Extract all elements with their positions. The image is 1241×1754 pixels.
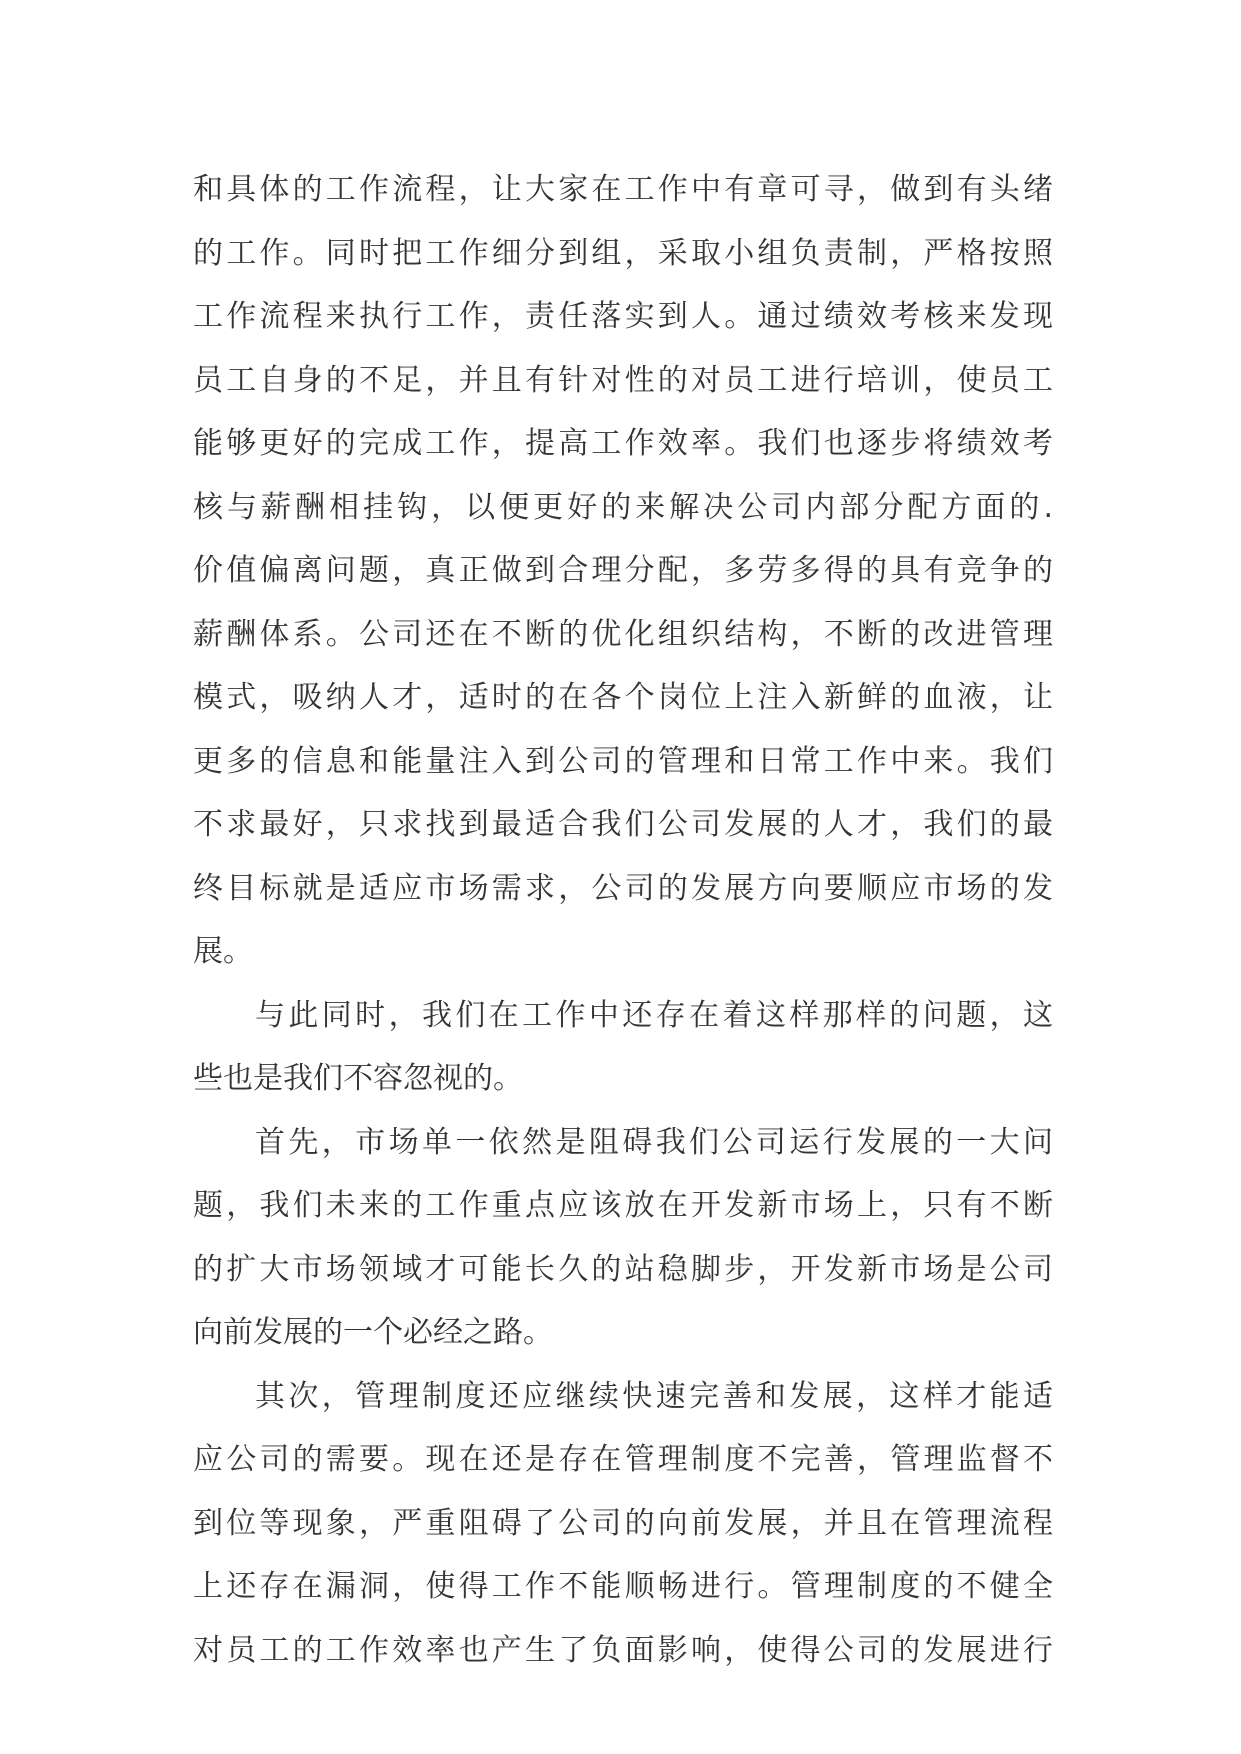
text-line: 能够更好的完成工作，提高工作效率。我们也逐步将绩效考 xyxy=(193,426,1053,461)
text-line: 对员工的工作效率也产生了负面影响，使得公司的发展进行 xyxy=(193,1632,1053,1668)
text-line: 薪酬体系。公司还在不断的优化组织结构，不断的改进管理 xyxy=(193,616,1053,652)
text-line: 其次，管理制度还应继续快速完善和发展，这样才能适 xyxy=(255,1378,1053,1414)
text-line: 上还存在漏洞，使得工作不能顺畅进行。管理制度的不健全 xyxy=(193,1569,1053,1604)
text-line: 些也是我们不容忽视的。 xyxy=(193,1061,523,1096)
text-line: 的扩大市场领域才可能长久的站稳脚步，开发新市场是公司 xyxy=(193,1251,1053,1287)
text-line: 题，我们未来的工作重点应该放在开发新市场上，只有不断 xyxy=(193,1188,1053,1223)
text-line: 与此同时，我们在工作中还存在着这样那样的问题，这 xyxy=(255,997,1053,1033)
text-line: 员工自身的不足，并且有针对性的对员工进行培训，使员工 xyxy=(193,362,1053,398)
text-line: 到位等现象，严重阻碍了公司的向前发展，并且在管理流程 xyxy=(193,1505,1053,1541)
text-line: 应公司的需要。现在还是存在管理制度不完善，管理监督不 xyxy=(193,1442,1053,1477)
text-line: 模式，吸纳人才，适时的在各个岗位上注入新鲜的血液，让 xyxy=(193,680,1053,715)
document-body xyxy=(193,158,1053,1682)
text-line: 展。 xyxy=(193,934,253,969)
text-line: 价值偏离问题，真正做到合理分配，多劳多得的具有竞争的 xyxy=(193,553,1053,588)
text-line: 终目标就是适应市场需求，公司的发展方向要顺应市场的发 xyxy=(193,870,1053,906)
text-line: 和具体的工作流程，让大家在工作中有章可寻，做到有头绪 xyxy=(193,172,1053,207)
text-line: 工作流程来执行工作，责任落实到人。通过绩效考核来发现 xyxy=(193,299,1053,334)
text-line: 首先，市场单一依然是阻碍我们公司运行发展的一大问 xyxy=(255,1124,1053,1160)
text-line: 更多的信息和能量注入到公司的管理和日常工作中来。我们 xyxy=(193,743,1053,779)
text-line: 核与薪酬相挂钩，以便更好的来解决公司内部分配方面的. xyxy=(193,489,1053,525)
text-line: 不求最好，只求找到最适合我们公司发展的人才，我们的最 xyxy=(193,807,1053,842)
text-line: 的工作。同时把工作细分到组，采取小组负责制，严格按照 xyxy=(193,235,1053,271)
text-line: 向前发展的一个必经之路。 xyxy=(193,1315,553,1350)
